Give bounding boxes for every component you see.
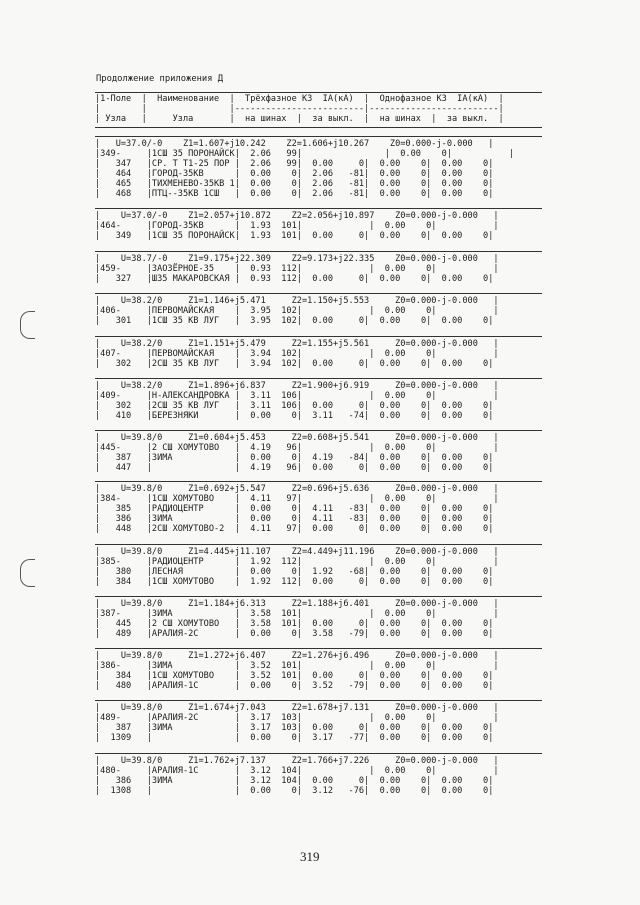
block-separator [95,293,542,294]
block-header: | U=39.8/0 Z1=1.272+j6.407 Z2=1.276+j6.496 Z0=0.000-j-0.000 | [95,651,499,661]
node-block [95,433,542,473]
block-separator [95,378,542,379]
table-row: | 384 |1СШ ХОМУТОВО | 1.92 112| 0.00 0| 0.00 0| 0.00 0| [95,577,494,587]
table-row: |480- |АРАЛИЯ-1С | 3.12 104| | 0.00 0| | [95,766,499,776]
block-header: | U=38.2/0 Z1=1.146+j5.471 Z2=1.150+j5.553 Z0=0.000-j-0.000 | [95,296,499,306]
header-top-rule [95,92,542,93]
block-separator [95,700,542,701]
table-row: | 349 |1СШ 35 ПОРОНАЙСК| 1.93 101| 0.00 0| 0.00 0| 0.00 0| [95,231,494,241]
block-header: | U=38.7/-0 Z1=9.175+j22.309 Z2=9.173+j22.335 Z0=0.000-j-0.000 | [95,254,499,264]
node-block [95,547,542,587]
table-row: | 489 |АРАЛИЯ-2С | 0.00 0| 3.58 -79| 0.00 0| 0.00 0| [95,629,494,639]
table-row: | 447 | | 4.19 96| 0.00 0| 0.00 0| 0.00 0| [95,463,494,473]
table-row: | 387 |ЗИМА | 0.00 0| 4.19 -84| 0.00 0| 0.00 0| [95,453,494,463]
block-separator [95,596,542,597]
table-row: |384- |1СШ ХОМУТОВО | 4.11 97| | 0.00 0| | [95,494,499,504]
table-row: |386- |ЗИМА | 3.52 101| | 0.00 0| | [95,661,499,671]
block-separator [95,544,542,545]
block-separator [95,208,542,209]
table-row: | 380 |ЛЕСНАЯ | 0.00 0| 1.92 -68| 0.00 0| 0.00 0| [95,567,494,577]
block-header: | U=39.8/0 Z1=4.445+j11.107 Z2=4.449+j11.196 Z0=0.000-j-0.000 | [95,547,499,557]
table-row: | 410 |БЕРЕЗНЯКИ | 0.00 0| 3.11 -74| 0.00 0| 0.00 0| [95,411,494,421]
table-row: |406- |ПЕРВОМАЙСКАЯ | 3.95 102| | 0.00 0| | [95,306,499,316]
block-header: | U=39.8/0 Z1=0.692+j5.547 Z2=0.696+j5.636 Z0=0.000-j-0.000 | [95,484,499,494]
node-block [95,339,542,369]
block-separator [95,336,542,337]
table-row: |464- |ГОРОД-35КВ | 1.93 101| | 0.00 0| | [95,221,499,231]
block-header: | U=37.0/-0 Z1=2.057+j10.872 Z2=2.056+j10.897 Z0=0.000-j-0.000 | [95,211,499,221]
header-line-1: |1-Поле | Наименование | Трёхфазное КЗ IA(кА) | Однофазное КЗ IA(кА) | [95,94,504,104]
table-row: | 387 |ЗИМА | 3.17 103| 0.00 0| 0.00 0| 0.00 0| [95,723,494,733]
table-row: | 386 |ЗИМА | 0.00 0| 4.11 -83| 0.00 0| 0.00 0| [95,514,494,524]
node-block [95,703,542,743]
table-row: | 384 |1СШ ХОМУТОВО | 3.52 101| 0.00 0| 0.00 0| 0.00 0| [95,671,494,681]
scan-mark-left [20,559,35,587]
table-row: | 347 |СР. Т Т1-25 ПОР | 2.06 99| 0.00 0| 0.00 0| 0.00 0| [95,159,494,169]
table-row: | 464 |ГОРОД-35КВ | 0.00 0| 2.06 -81| 0.00 0| 0.00 0| [95,169,494,179]
block-header: | U=39.8/0 Z1=1.184+j6.313 Z2=1.188+j6.401 Z0=0.000-j-0.000 | [95,599,499,609]
block-separator [95,251,542,252]
node-block [95,599,542,639]
block-header: | U=39.8/0 Z1=1.762+j7.137 Z2=1.766+j7.226 Z0=0.000-j-0.000 | [95,756,499,766]
page-number: 319 [300,849,320,864]
block-header: | U=39.8/0 Z1=1.674+j7.043 Z2=1.678+j7.131 Z0=0.000-j-0.000 | [95,703,499,713]
block-header: | U=37.0/-0 Z1=1.607+j10.242 Z2=1.606+j10.267 Z0=0.000-j-0.000 | [95,139,494,149]
table-row: | 301 |1СШ 35 КВ ЛУГ | 3.95 102| 0.00 0| 0.00 0| 0.00 0| [95,316,494,326]
header-bottom-rule [95,127,542,128]
table-row: |445- |2 СШ ХОМУТОВО | 4.19 96| | 0.00 0| | [95,443,499,453]
node-block [95,211,542,241]
header-line-2: | | |-------------------------|-------------------------| [95,104,504,114]
block-header: | U=38.2/0 Z1=1.896+j6.837 Z2=1.900+j6.919 Z0=0.000-j-0.000 | [95,381,499,391]
page-title: Продолжение приложения Д [96,74,224,84]
table-row: | 386 |ЗИМА | 3.12 104| 0.00 0| 0.00 0| 0.00 0| [95,776,494,786]
table-row: |407- |ПЕРВОМАЙСКАЯ | 3.94 102| | 0.00 0| | [95,349,499,359]
table-row: | 327 |Ш35 МАКАРОВСКАЯ | 0.93 112| 0.00 0| 0.00 0| 0.00 0| [95,274,494,284]
table-row: | 480 |АРАЛИЯ-1С | 0.00 0| 3.52 -79| 0.00 0| 0.00 0| [95,681,494,691]
node-block [95,756,542,796]
table-row: | 302 |2СШ 35 КВ ЛУГ | 3.94 102| 0.00 0| 0.00 0| 0.00 0| [95,359,494,369]
node-block [95,296,542,326]
block-separator [95,136,542,137]
table-row: | 448 |2СШ ХОМУТОВО-2 | 4.11 97| 0.00 0| 0.00 0| 0.00 0| [95,524,494,534]
table-row: | 445 |2 СШ ХОМУТОВО | 3.58 101| 0.00 0| 0.00 0| 0.00 0| [95,619,494,629]
node-block [95,651,542,691]
table-row: |349- |1СШ 35 ПОРОНАЙСК| 2.06 99| | 0.00 0| | [95,149,515,159]
block-header: | U=39.8/0 Z1=0.604+j5.453 Z2=0.608+j5.541 Z0=0.000-j-0.000 | [95,433,499,443]
scan-mark-left [20,311,35,339]
node-block [95,484,542,534]
block-separator [95,481,542,482]
node-block [95,139,542,199]
table-header [95,94,545,124]
table-row: |387- |ЗИМА | 3.58 101| | 0.00 0| | [95,609,499,619]
table-row: | 468 |ПТЦ--35КВ 1СШ | 0.00 0| 2.06 -81| 0.00 0| 0.00 0| [95,189,494,199]
table-row: | 385 |РАДИОЦЕНТР | 0.00 0| 4.11 -83| 0.00 0| 0.00 0| [95,504,494,514]
header-line-3: | Узла | Узла | на шинах | за выкл. | на шинах | за выкл. | [95,114,504,124]
table-row: | 302 |2СШ 35 КВ ЛУГ | 3.11 106| 0.00 0| 0.00 0| 0.00 0| [95,401,494,411]
block-separator [95,648,542,649]
node-block [95,381,542,421]
block-separator [95,430,542,431]
block-header: | U=38.2/0 Z1=1.151+j5.479 Z2=1.155+j5.561 Z0=0.000-j-0.000 | [95,339,499,349]
node-block [95,254,542,284]
table-row: |489- |АРАЛИЯ-2С | 3.17 103| | 0.00 0| | [95,713,499,723]
table-row: |385- |РАДИОЦЕНТР | 1.92 112| | 0.00 0| | [95,557,499,567]
table-row: | 465 |ТИХМЕНЕВО-35КВ 1| 0.00 0| 2.06 -81| 0.00 0| 0.00 0| [95,179,494,189]
table-row: |459- |ЗАОЗЁРНОЕ-35 | 0.93 112| | 0.00 0| | [95,264,499,274]
table-row: | 1308 | | 0.00 0| 3.12 -76| 0.00 0| 0.00 0| [95,786,494,796]
table-row: |409- |Н-АЛЕКСАНДРОВКА | 3.11 106| | 0.00 0| | [95,391,499,401]
block-separator [95,753,542,754]
table-row: | 1309 | | 0.00 0| 3.17 -77| 0.00 0| 0.00 0| [95,733,494,743]
